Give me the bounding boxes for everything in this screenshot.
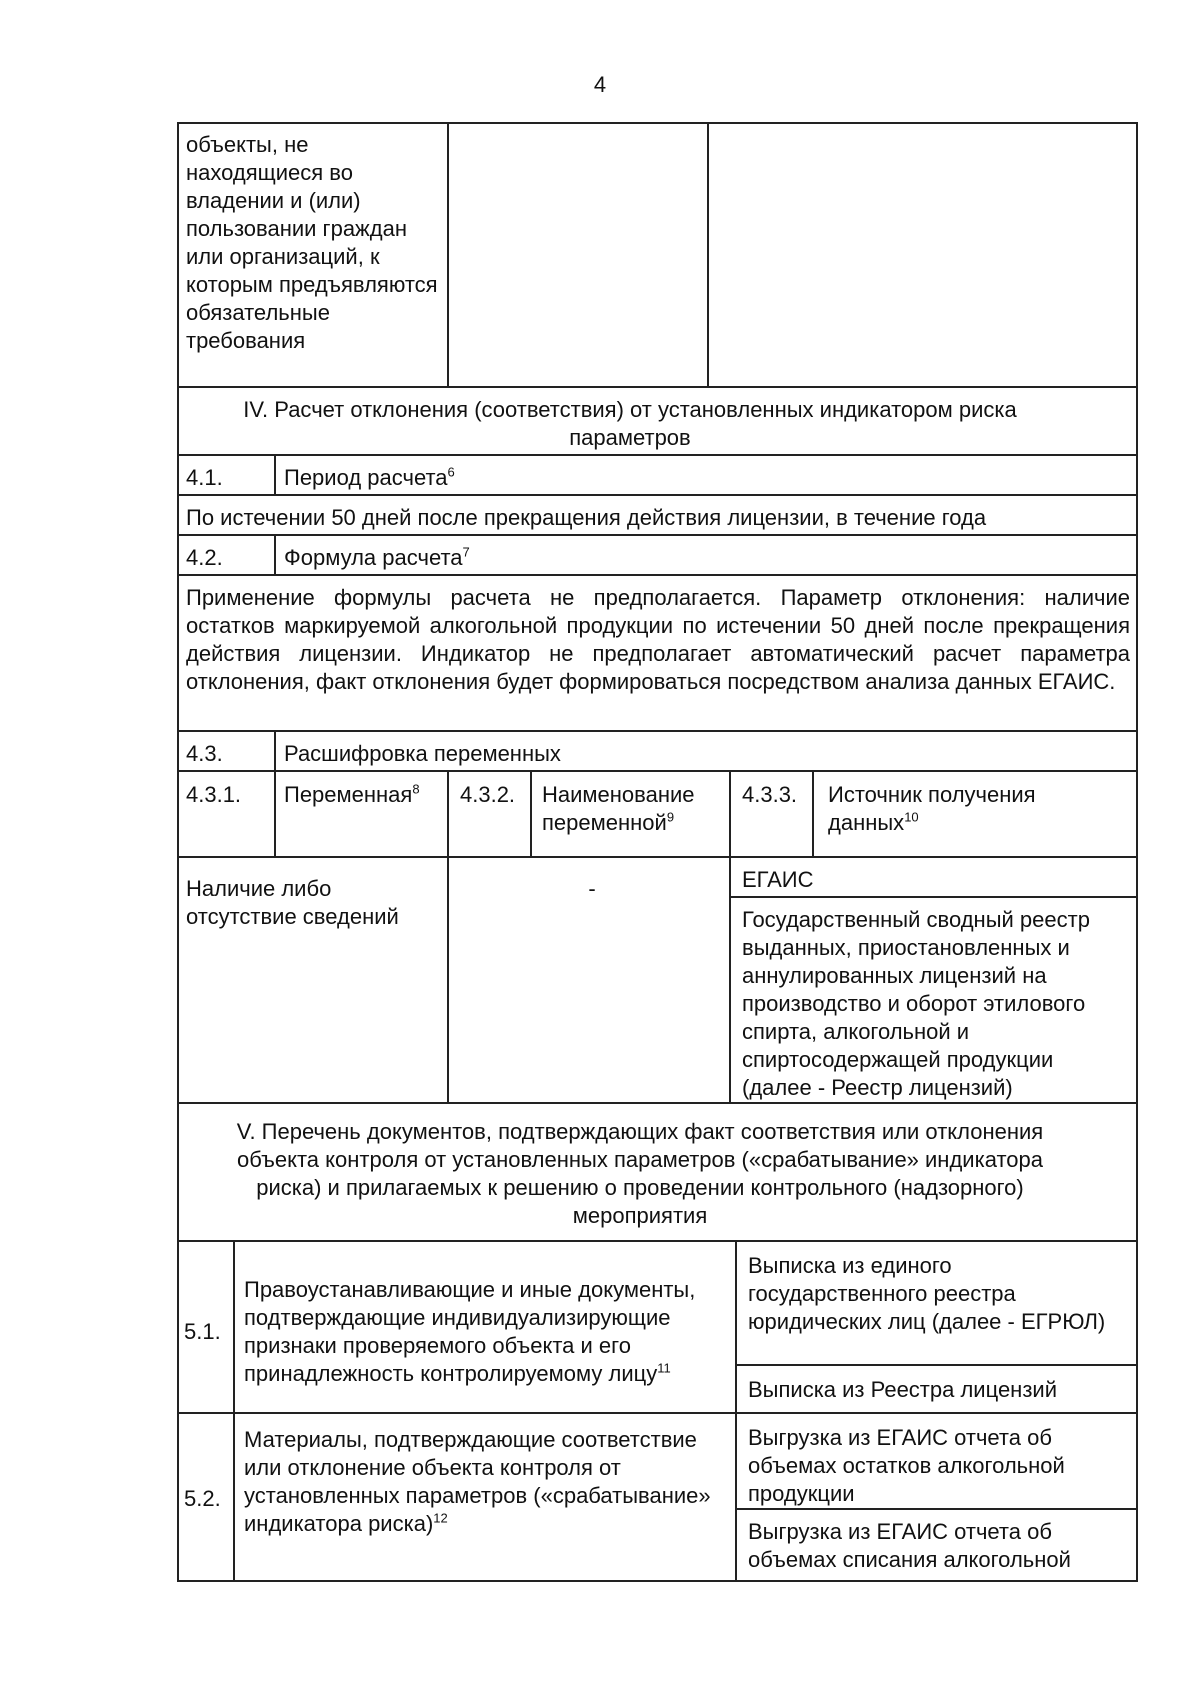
vline-5-doc: [735, 1240, 737, 1582]
col-4-3-2-label: Наименование переменной$^9$: [542, 782, 695, 835]
footnote-9: 9: [666, 809, 675, 825]
variable-name: -: [588, 876, 596, 901]
objects-cell: [178, 124, 450, 386]
hline-388: [177, 386, 1138, 388]
hline-576: [177, 574, 1138, 576]
source-egais: ЕГАИС: [742, 867, 814, 892]
row-4-2-number: 4.2.: [186, 545, 223, 570]
row-4-1-label: Период расчета$^6$: [284, 464, 455, 490]
vline-var-1: [447, 856, 449, 1104]
vline-5-num: [233, 1240, 235, 1582]
footnote-6: 6: [447, 464, 455, 480]
row-4-3-label: Расшифровка переменных: [284, 741, 561, 766]
vline-objects-1: [447, 122, 449, 388]
hline-456: [177, 454, 1138, 456]
footnote-12: 12: [433, 1510, 448, 1526]
row-5-1-number: 5.1.: [184, 1319, 221, 1344]
vline-4-2: [274, 534, 276, 576]
vline-var-2: [729, 856, 731, 1104]
hline-496: [177, 494, 1138, 496]
border-left: [177, 122, 179, 1582]
hline-1366: [736, 1364, 1138, 1366]
row-5-2-doc-writeoff: Выгрузка из ЕГАИС отчета об объемах списания алкогольной: [748, 1519, 1071, 1572]
row-5-2-label: Материалы, подтверждающие соответствие или отклонение объекта контроля от установленных параметров («срабатывание» индикатора риска)$^{12}$: [244, 1427, 711, 1536]
footnote-11: 11: [657, 1360, 671, 1376]
row-5-2-doc-remains: Выгрузка из ЕГАИС отчета об объемах остатков алкогольной продукции: [748, 1425, 1065, 1506]
hline-1100: [177, 1102, 1138, 1104]
objects-text: объекты, не находящиеся во владении и (или) пользовании граждан или организаций, к которым предъявляются обязательные требования: [186, 132, 438, 353]
vline-hdr-4: [729, 770, 731, 858]
page-number: 4: [593, 72, 607, 97]
col-4-3-3-label: Источник получения данных$^{10}$: [828, 782, 1036, 835]
border-bottom: [177, 1580, 1138, 1582]
section5-heading: V. Перечень документов, подтверждающих факт соответствия или отклонения объекта контроля от установленных параметров («срабатывание» индикатора риска) и прилагаемых к решению о проведении контрольного (надзорного) мероприятия: [236, 1119, 1044, 1228]
hline-536: [177, 534, 1138, 536]
row-5-1-doc-registry: Выписка из Реестра лицензий: [748, 1377, 1057, 1402]
hline-730: [177, 730, 1138, 732]
footnote-10: 10: [904, 809, 919, 825]
col-4-3-2-number: 4.3.2.: [460, 782, 516, 807]
source-license-registry: Государственный сводный реестр выданных, приостановленных и аннулированных лицензий на производство и оборот этилового спирта, алкогольной и спиртосодержащей продукции (далее - Реестр лицензий): [742, 907, 1090, 1100]
hline-858: [177, 856, 1138, 858]
hline-770: [177, 770, 1138, 772]
col-4-3-1-label: Переменная$^8$: [284, 781, 420, 807]
hline-1414: [177, 1412, 1138, 1414]
vline-hdr-2: [447, 770, 449, 858]
row-4-2-value: Применение формулы расчета не предполагается. Параметр отклонения: наличие остатков маркируемой алкогольной продукции по истечении 50 дней после прекращения действия лицензии. Индикатор не предполагает автоматический расчет параметра отклонения, факт отклонения будет формироваться посредством анализа данных ЕГАИС.: [186, 585, 1130, 694]
row-5-2-number: 5.2.: [184, 1486, 221, 1511]
vline-4-3: [274, 730, 276, 772]
row-5-1-doc-egrul: Выписка из единого государственного реестра юридических лиц (далее - ЕГРЮЛ): [748, 1253, 1106, 1334]
vline-hdr-5: [812, 770, 814, 858]
section4-heading: IV. Расчет отклонения (соответствия) от установленных индикатором риска параметров: [243, 397, 1017, 450]
border-right: [1136, 122, 1138, 1582]
hline-1508: [736, 1508, 1138, 1510]
footnote-8: 8: [412, 781, 420, 797]
col-4-3-1-number: 4.3.1.: [186, 782, 242, 807]
footnote-7: 7: [462, 544, 470, 560]
hline-898: [730, 896, 1138, 898]
vline-hdr-3: [530, 770, 532, 858]
row-4-3-number: 4.3.: [186, 741, 223, 766]
row-5-1-label: Правоустанавливающие и иные документы, подтверждающие индивидуализирующие признаки проверяемого объекта и его принадлежность контролируемому лицу$^{11}$: [244, 1277, 696, 1386]
row-4-1-number: 4.1.: [186, 465, 223, 490]
vline-objects-2: [707, 122, 709, 388]
row-4-1-value: По истечении 50 дней после прекращения действия лицензии, в течение года: [186, 505, 987, 530]
vline-4-1: [274, 454, 276, 496]
border-top: [177, 122, 1138, 124]
vline-hdr-1: [274, 770, 276, 858]
variable-value: Наличие либо отсутствие сведений: [186, 876, 399, 929]
col-4-3-3-number: 4.3.3.: [742, 782, 798, 807]
hline-1240: [177, 1240, 1138, 1242]
row-4-2-label: Формула расчета$^7$: [284, 544, 470, 570]
